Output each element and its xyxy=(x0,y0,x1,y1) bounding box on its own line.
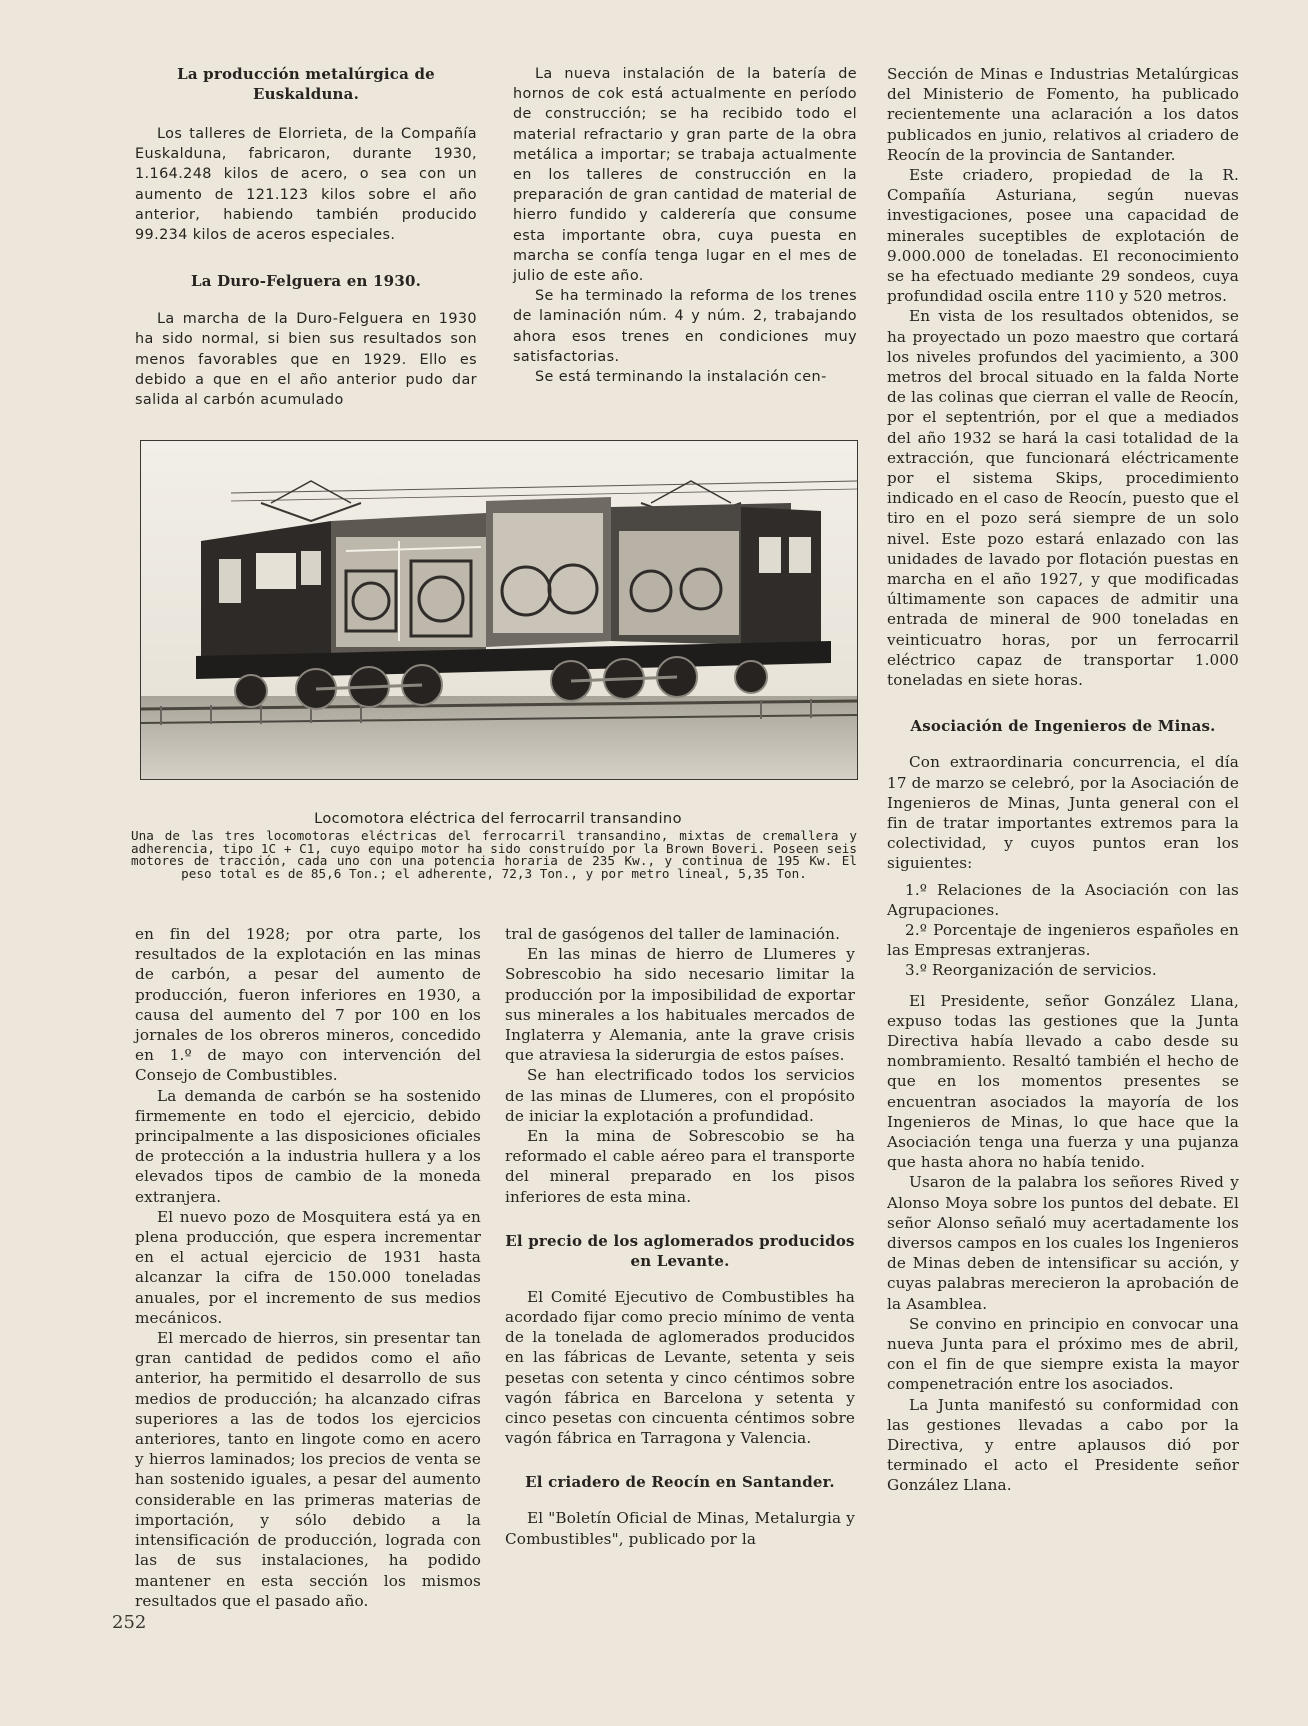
paragraph: En vista de los resultados obtenidos, se ha proyectado un pozo maestro que cortará los niveles profundos del yacimiento, a 300 metros del brocal situado en la falda Norte de las colinas que cierran el valle de Reocín, por el septentrión, por el que a mediados del año 1932 se hará la casi totalidad de la extracción, que funcionará eléctricamente por el sistema Skips, procedimiento indicado en el caso de Reocín, puesto que el tiro en el pozo será siempre de un solo nivel. Este pozo estará enlazado con las unidades de lavado por flotación puestas en marcha en el año 1927, y que modificadas últimamente son capaces de admitir una entrada de mineral de 900 toneladas en veinticuatro horas, por un ferrocarril eléctrico capaz de transportar 1.000 toneladas en siete horas. xyxy=(887,307,1239,690)
paragraph: La demanda de carbón se ha sostenido firmemente en todo el ejercicio, debido principalmente a las disposiciones oficiales de protección a la industria hullera y a los elevados tipos de cambio de la moneda extranjera. xyxy=(135,1086,481,1206)
paragraph: Usaron de la palabra los señores Rived y Alonso Moya sobre los puntos del debate. El señor Alonso señaló muy acertadamente los diversos campos en los cuales los Ingenieros de Minas deben de intensificar su acción, y cuyas palabras merecieron la aprobación de la Asamblea. xyxy=(887,1173,1239,1313)
paragraph: Sección de Minas e Industrias Metalúrgicas del Ministerio de Fomento, ha publicado recientemente una aclaración a los datos publicados en junio, relativos al criadero de Reocín de la provincia de Santander. xyxy=(887,65,1239,164)
paragraph: Los talleres de Elorrieta, de la Compañía Euskalduna, fabricaron, durante 1930, 1.164.248 kilos de acero, o sea con un aumento de 121.123 kilos sobre el año anterior, habiendo también producido 99.234 kilos de aceros especiales. xyxy=(135,126,477,244)
locomotive-illustration xyxy=(141,441,857,779)
heading-reocin: El criadero de Reocín en Santander. xyxy=(525,1473,835,1492)
figure-caption-title: Locomotora eléctrica del ferrocarril transandino xyxy=(314,810,682,827)
paragraph: La marcha de la Duro-Felguera en 1930 ha sido normal, si bien sus resultados son menos favorables que en 1929. Ello es debido a que en el año anterior pudo dar salida al carbón acumulado xyxy=(135,311,477,409)
paragraph: En la mina de Sobrescobio se ha reformado el cable aéreo para el transporte del mineral preparado en los pisos inferiores de esta mina. xyxy=(505,1127,855,1206)
column-2-top xyxy=(513,64,857,387)
paragraph: Se convino en principio en convocar una nueva Junta para el próximo mes de abril, con el fin de que siempre exista la mayor compenetración entre los asociados. xyxy=(887,1314,1239,1394)
heading-asociacion: Asociación de Ingenieros de Minas. xyxy=(910,717,1216,736)
heading-aglomerados: El precio de los aglomerados producidos en Levante. xyxy=(505,1231,855,1270)
paragraph: Este criadero, propiedad de la R. Compañía Asturiana, según nuevas investigaciones, posee una capacidad de minerales suceptibles de explotación de 9.000.000 de toneladas. El reconocimiento se ha efectuado mediante 29 sondeos, cuya profundidad oscila entre 110 y 520 metros. xyxy=(887,166,1239,306)
paragraph: Con extraordinaria concurrencia, el día 17 de marzo se celebró, por la Asociación de Ingenieros de Minas, Junta general con el fin de tratar importantes extremos para la colectividad, y cuyos puntos eran los siguientes: xyxy=(887,753,1239,873)
paragraph: tral de gasógenos del taller de laminación. xyxy=(505,925,841,943)
paragraph: En las minas de hierro de Llumeres y Sobrescobio ha sido necesario limitar la producción por la imposibilidad de exportar sus minerales a los habituales mercados de Inglaterra y Alemania, ante la grave crisis que atraviesa la siderurgia de estos países. xyxy=(505,945,855,1065)
heading-duro-felguera: La Duro-Felguera en 1930. xyxy=(190,272,422,291)
column-1-top xyxy=(135,64,477,410)
paragraph: El mercado de hierros, sin presentar tan gran cantidad de pedidos como el año anterior, ha permitido el desarrollo de sus medios de producción; ha alcanzado cifras superiores a las de todos los ejercicios anteriores, tanto en lingote como en acero y hierros laminados; los precios de venta se han sostenido iguales, a pesar del aumento considerable en las primeras materias de importación, y sólo debido a la intensificación de producción, lograda con las de sus instalaciones, ha podido mantener en esta sección los mismos resultados que el pasado año. xyxy=(135,1329,481,1610)
paragraph: Se está terminando la instalación cen- xyxy=(535,369,827,386)
heading-euskalduna: La producción metalúrgica de Euskalduna. xyxy=(177,65,435,103)
paragraph: El Presidente, señor González Llana, expuso todas las gestiones que la Junta Directiva había llevado a cabo desde su nombramiento. Resaltó también el hecho de que en los momentos presentes se encuentran asociados la mayoría de los Ingenieros de Minas, lo que hace que la Asociación tenga una fuerza y una pujanza que hasta ahora no había tenido. xyxy=(887,991,1239,1172)
page-number: 252 xyxy=(112,1612,147,1633)
list-item: 2.º Porcentaje de ingenieros españoles en las Empresas extranjeras. xyxy=(887,920,1239,960)
paragraph: Se ha terminado la reforma de los trenes de laminación núm. 4 y núm. 2, trabajando ahora esos trenes en condiciones muy satisfactorias. xyxy=(513,288,857,365)
figure-caption-text: Una de las tres locomotoras eléctricas del ferrocarril transandino, mixtas de cremallera y adherencia, tipo 1C + C1, cuyo equipo motor ha sido construído por la Brown Boveri. Poseen seis motores de tracción, cada uno con una potencia horaria de 235 Kw., y continua de 195 Kw. El peso total es de 85,6 Ton.; el adherente, 72,3 Ton., y por metro lineal, 5,35 Ton. xyxy=(131,828,857,881)
list-item: 1.º Relaciones de la Asociación con las Agrupaciones. xyxy=(887,880,1239,919)
column-3 xyxy=(887,64,1239,1496)
list-item: 3.º Reorganización de servicios. xyxy=(905,961,1157,980)
paragraph: El nuevo pozo de Mosquitera está ya en plena producción, que espera incrementar en el actual ejercicio de 1931 hasta alcanzar la cifra de 150.000 toneladas anuales, por el incremento de sus medios mecánicos. xyxy=(135,1207,481,1327)
paragraph: La nueva instalación de la batería de hornos de cok está actualmente en período de construcción; se ha recibido todo el material refractario y gran parte de la obra metálica a importar; se trabaja actualmente en los talleres de construcción en la preparación de gran cantidad de material de hierro fundido y calderería que consume esta importante obra, cuya puesta en marcha se confía tenga lugar en el mes de julio de este año. xyxy=(513,66,857,285)
paragraph: La Junta manifestó su conformidad con las gestiones llevadas a cabo por la Directiva, y entre aplausos dió por terminado el acto el Presidente señor González Llana. xyxy=(887,1395,1239,1495)
paragraph: en fin del 1928; por otra parte, los resultados de la explotación en las minas de carbón, a pesar del aumento de producción, fueron inferiores en 1930, a causa del aumento del 7 por 100 en los jornales de los obreros mineros, concedido en 1.º de mayo con intervención del Consejo de Combustibles. xyxy=(135,925,481,1085)
paragraph: Se han electrificado todos los servicios de las minas de Llumeres, con el propósito de iniciar la explotación a profundidad. xyxy=(505,1066,855,1125)
paragraph: El Comité Ejecutivo de Combustibles ha acordado fijar como precio mínimo de venta de la tonelada de aglomerados producidos en las fábricas de Levante, setenta y seis pesetas con setenta y cinco céntimos sobre vagón fábrica en Barcelona y setenta y cinco pesetas con cincuenta céntimos sobre vagón fábrica en Tarragona y Valencia. xyxy=(505,1287,855,1448)
paragraph: El "Boletín Oficial de Minas, Metalurgia y Combustibles", publicado por la xyxy=(505,1509,855,1548)
column-2-bottom xyxy=(505,924,855,1549)
column-1-bottom xyxy=(135,924,481,1611)
agenda-list xyxy=(887,880,1239,981)
locomotive-photo xyxy=(140,440,858,780)
